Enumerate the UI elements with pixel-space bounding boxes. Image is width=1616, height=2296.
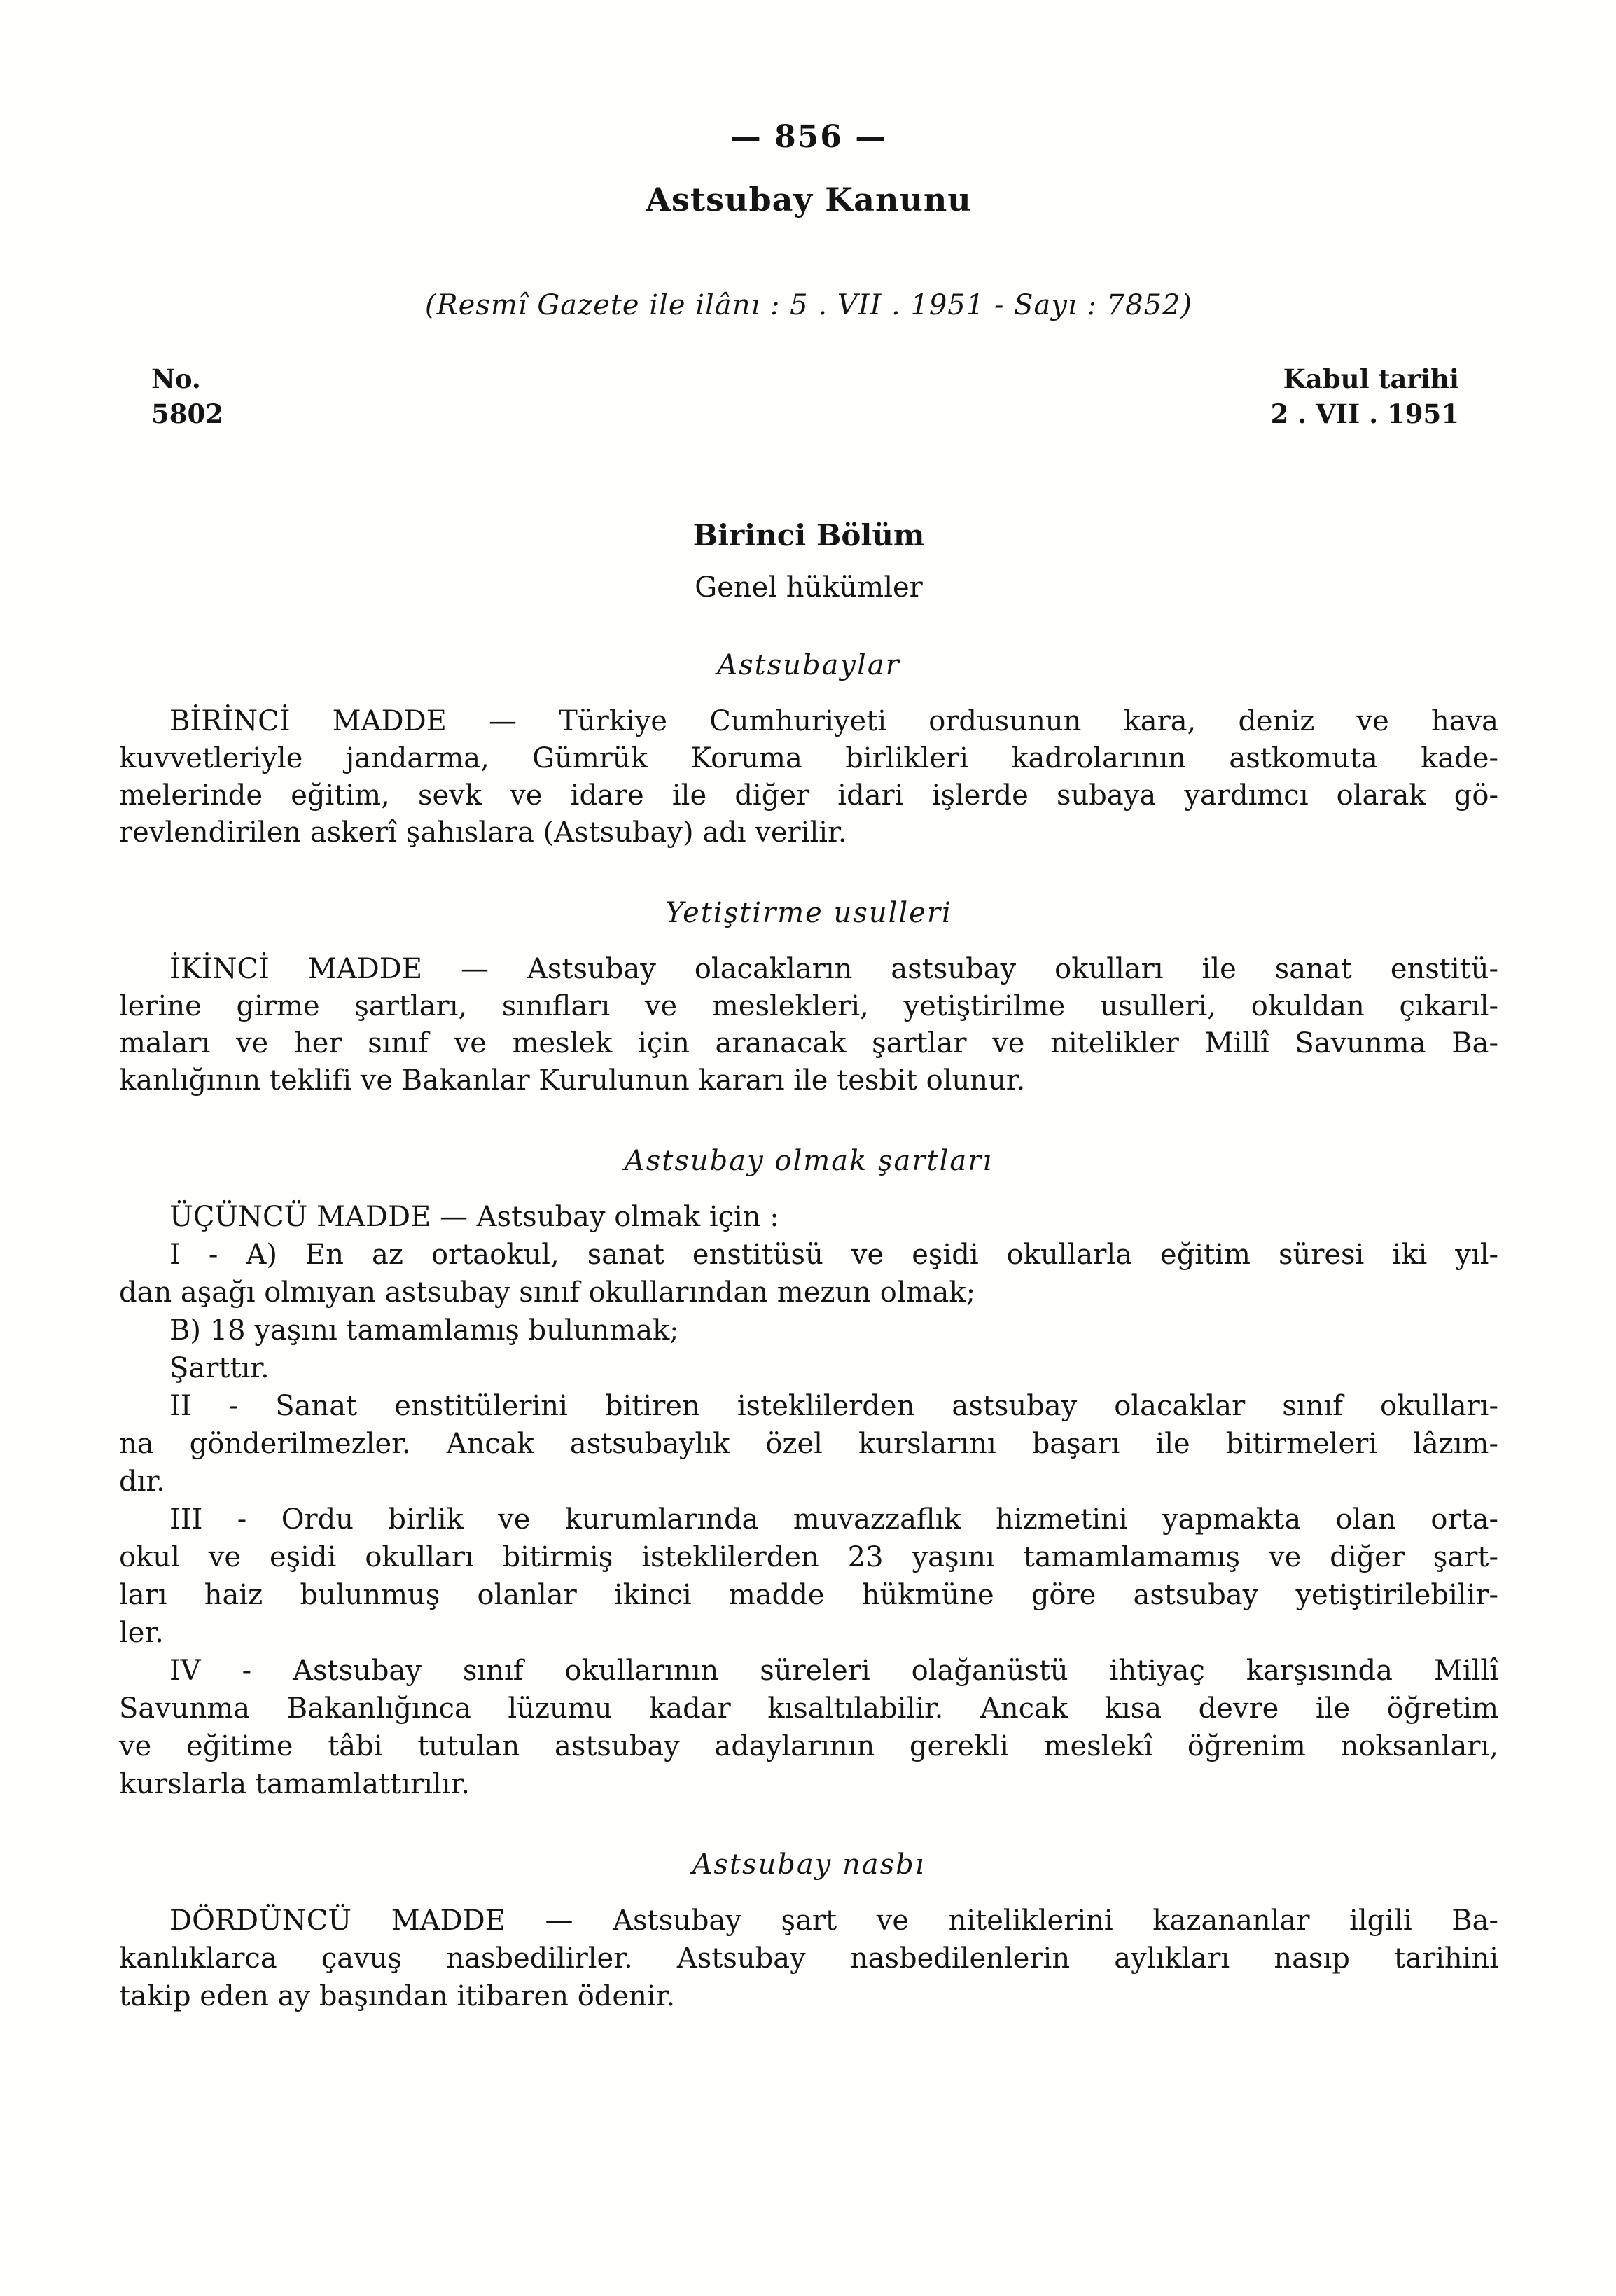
text-line: kuvvetleriyle jandarma, Gümrük Koruma birlikleri kadrolarının astkomuta kade-: [119, 742, 1498, 774]
text-line: kanlığının teklifi ve Bakanlar Kurulunun kararı ile tesbit olunur.: [119, 1064, 1026, 1097]
section-heading-astsubaylar: Astsubaylar: [717, 649, 900, 681]
chapter-title: Birinci Bölüm: [692, 518, 925, 552]
text-line: dır.: [119, 1466, 165, 1498]
text-line: dan aşağı olmıyan astsubay sınıf okullarından mezun olmak;: [119, 1276, 976, 1309]
page-number: — 856 —: [730, 119, 888, 155]
text-line: ler.: [119, 1617, 164, 1649]
text-line: I - A) En az ortaokul, sanat enstitüsü ve eşidi okullarla eğitim süresi iki yıl-: [169, 1239, 1498, 1271]
text-line: kanlıklarca çavuş nasbedilirler. Astsubay nasbedilenlerin aylıkları nasıp tarihini: [119, 1942, 1498, 1975]
accept-date-label: Kabul tarihi: [1283, 363, 1459, 394]
text-line: lerine girme şartları, sınıfları ve meslekleri, yetiştirilme usulleri, okuldan çıkarıl-: [119, 990, 1498, 1022]
text-line: BİRİNCİ MADDE — Türkiye Cumhuriyeti ordusunun kara, deniz ve hava: [169, 705, 1498, 737]
text-line: B) 18 yaşını tamamlamış bulunmak;: [169, 1314, 679, 1347]
page-content: [119, 0, 1498, 2015]
text-line: ları haiz bulunmuş olanlar ikinci madde hükmüne göre astsubay yetiştirilebilir-: [119, 1579, 1498, 1611]
section-heading-yetistirme-usulleri: Yetiştirme usulleri: [665, 897, 952, 929]
law-meta-row: [119, 361, 1498, 431]
text-line: Şarttır.: [169, 1352, 270, 1384]
article-1: [119, 703, 1498, 851]
text-line: II - Sanat enstitülerini bitiren isteklilerden astsubay olacaklar sınıf okulları-: [169, 1390, 1498, 1422]
text-line: DÖRDÜNCÜ MADDE — Astsubay şart ve niteliklerini kazananlar ilgili Ba-: [169, 1905, 1498, 1937]
section-heading-astsubay-olmak-sartlari: Astsubay olmak şartları: [624, 1145, 994, 1177]
article-4: [119, 1902, 1498, 2015]
section-heading-astsubay-nasbi: Astsubay nasbı: [692, 1849, 926, 1881]
law-title: Astsubay Kanunu: [646, 181, 972, 218]
text-line: kurslarla tamamlattırılır.: [119, 1768, 470, 1800]
accept-date-block: [1271, 361, 1498, 431]
gazette-note: (Resmî Gazete ile ilânı : 5 . VII . 1951 - Sayı : 7852): [424, 289, 1193, 321]
text-line: revlendirilen askerî şahıslara (Astsubay) adı verilir.: [119, 816, 847, 849]
article-3: [119, 1198, 1498, 1803]
text-line: na gönderilmezler. Ancak astsubaylık özel kurslarını başarı ile bitirmeleri lâzım-: [119, 1428, 1498, 1460]
accept-date-value: 2 . VII . 1951: [1270, 398, 1459, 429]
law-number-value: 5802: [151, 398, 223, 429]
text-line: okul ve eşidi okulları bitirmiş isteklilerden 23 yaşını tamamlamamış ve diğer şart-: [119, 1541, 1498, 1573]
text-line: takip eden ay başından itibaren ödenir.: [119, 1980, 676, 2012]
text-line: maları ve her sınıf ve meslek için aranacak şartlar ve nitelikler Millî Savunma Ba-: [119, 1027, 1498, 1059]
article-2: [119, 951, 1498, 1099]
text-line: İKİNCİ MADDE — Astsubay olacakların astsubay okulları ile sanat enstitü-: [169, 953, 1498, 985]
text-line: ve eğitime tâbi tutulan astsubay adaylarının gerekli meslekî öğrenim noksanları,: [119, 1730, 1498, 1762]
text-line: IV - Astsubay sınıf okullarının süreleri olağanüstü ihtiyaç karşısında Millî: [169, 1655, 1498, 1687]
law-number-label: No.: [151, 363, 201, 394]
text-line: Savunma Bakanlığınca lüzumu kadar kısaltılabilir. Ancak kısa devre ile öğretim: [119, 1692, 1498, 1725]
law-number-block: [119, 361, 223, 431]
chapter-subtitle: Genel hükümler: [695, 571, 923, 604]
text-line: ÜÇÜNCÜ MADDE — Astsubay olmak için :: [169, 1201, 779, 1233]
text-line: III - Ordu birlik ve kurumlarında muvazzaflık hizmetini yapmakta olan orta-: [169, 1503, 1498, 1536]
text-line: melerinde eğitim, sevk ve idare ile diğer idari işlerde subaya yardımcı olarak gö-: [119, 779, 1498, 812]
